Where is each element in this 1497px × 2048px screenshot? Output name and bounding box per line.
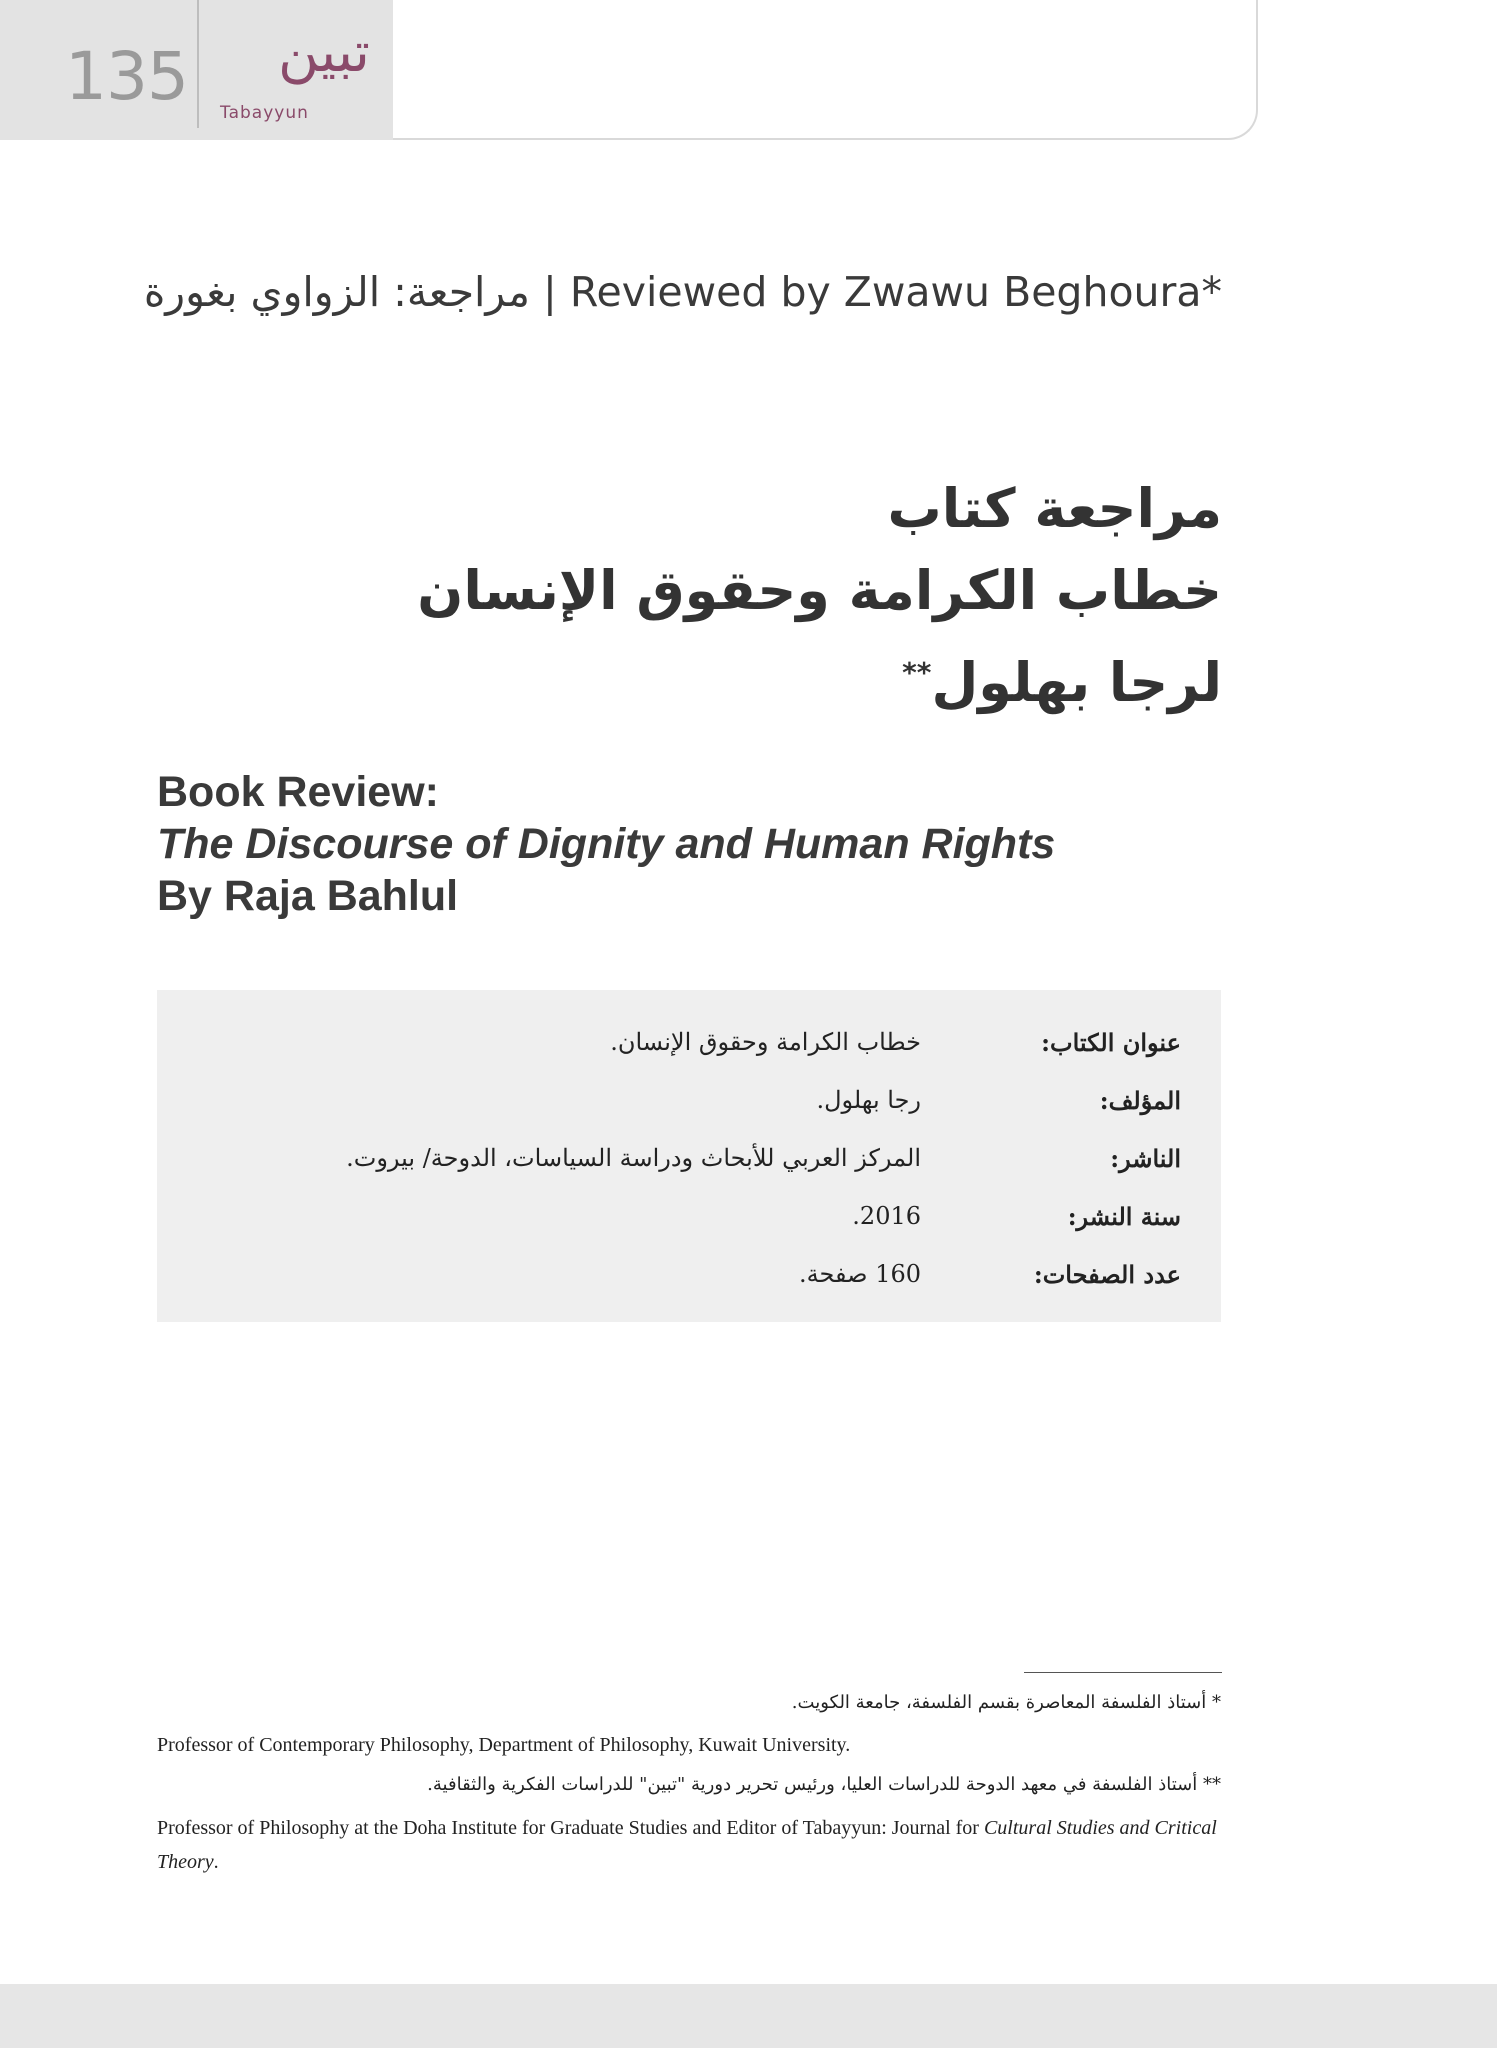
footnote-2-arabic-text: أستاذ الفلسفة في معهد الدوحة للدراسات العليا، ورئيس تحرير دورية "تبين" للدراسات الفكرية والثقافية.: [427, 1774, 1198, 1795]
header-divider: [197, 0, 199, 128]
arabic-title-line-1: مراجعة كتاب: [887, 477, 1222, 540]
book-info-value: المركز العربي للأبحاث ودراسة السياسات، الدوحة/ بيروت.: [346, 1144, 921, 1172]
footnote-1-arabic: [792, 1692, 1221, 1713]
english-title-line-3: By Raja Bahlul: [157, 872, 459, 920]
book-info-box: [157, 990, 1221, 1322]
arabic-title-line-2: خطاب الكرامة وحقوق الإنسان: [417, 559, 1222, 622]
arabic-title-line-3-wrap: [417, 632, 1222, 724]
english-title: [157, 766, 1055, 922]
footer-band: [0, 1984, 1497, 2048]
footnote-2-english-text: Professor of Philosophy at the Doha Institute for Graduate Studies and Editor of Tabayyun: Journal for: [157, 1817, 984, 1839]
arabic-title-line-3: لرجا بهلول: [931, 651, 1222, 714]
arabic-title-footnote-marker: **: [902, 656, 932, 689]
book-info-value: خطاب الكرامة وحقوق الإنسان.: [610, 1028, 921, 1056]
footnote-1-english: Professor of Contemporary Philosophy, Department of Philosophy, Kuwait University.: [157, 1734, 851, 1756]
english-title-line-1: Book Review:: [157, 768, 439, 816]
footnote-2-journal-name: Cultural Studies and Critical Theory: [157, 1817, 1217, 1873]
book-info-label: سنة النشر:: [1067, 1202, 1181, 1231]
footnote-1-arabic-text: أستاذ الفلسفة المعاصرة بقسم الفلسفة، جامعة الكويت.: [791, 1692, 1207, 1713]
arabic-title: [417, 468, 1222, 724]
book-info-label: الناشر:: [1110, 1144, 1181, 1173]
logo-latin-text: Tabayyun: [220, 103, 309, 123]
book-info-label: المؤلف:: [1099, 1086, 1181, 1115]
footnote-2-english-end: .: [213, 1851, 219, 1873]
english-title-line-2: The Discourse of Dignity and Human Rights: [157, 820, 1056, 868]
footnote-rule: [1024, 1672, 1222, 1673]
footnote-2-marker: **: [1203, 1774, 1221, 1795]
book-info-label: عدد الصفحات:: [1033, 1260, 1181, 1289]
reviewer-line: مراجعة: الزواوي بغورة | Reviewed by Zwawu Beghoura*: [143, 268, 1222, 316]
journal-logo: [215, 20, 370, 125]
book-info-value: 160 صفحة.: [799, 1260, 921, 1288]
page-number: 135: [65, 38, 188, 115]
book-info-value: 2016.: [852, 1202, 921, 1230]
header-box: [0, 0, 393, 140]
book-info-value: رجا بهلول.: [816, 1086, 921, 1114]
book-info-label: عنوان الكتاب:: [1041, 1028, 1181, 1057]
footnote-2-english: [157, 1811, 1222, 1879]
footnote-2-arabic: [427, 1774, 1221, 1795]
logo-arabic-text: تبين: [277, 20, 370, 85]
footnote-1-marker: *: [1212, 1692, 1221, 1713]
